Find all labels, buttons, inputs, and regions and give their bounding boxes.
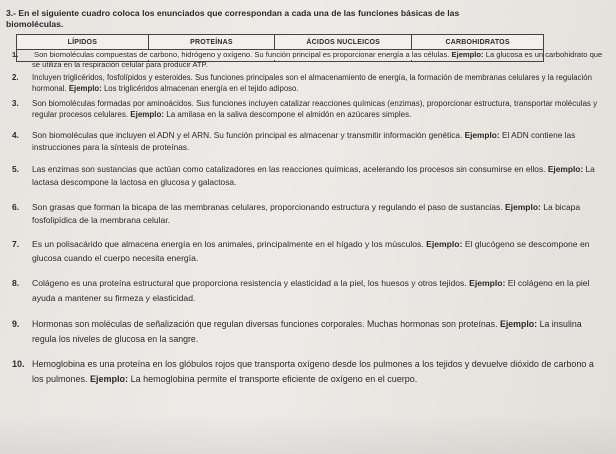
example-label: Ejemplo: (504, 202, 541, 212)
item-text: Son biomoléculas compuestas de carbono, hidrógeno y oxígeno. Su función principal es proporcionar energía a las células. (34, 50, 450, 59)
item-text: Hormonas son moléculas de señalización que regulan diversas funciones corporales. Muchas hormonas son proteínas. (32, 319, 498, 329)
example-label: Ejemplo: (90, 374, 129, 384)
item-number: 10. (12, 359, 25, 369)
list-item (6, 276, 604, 306)
example-text: El colágeno en la piel ayuda a mantener su firmeza y elasticidad. (32, 278, 590, 303)
list-item (6, 163, 604, 189)
example-text: El glucógeno se descompone en glucosa cuando el cuerpo necesita energía. (32, 239, 590, 263)
example-text: La lactasa descompone la lactosa en glucosa y galactosa. (32, 164, 595, 187)
example-label: Ejemplo: (469, 278, 506, 288)
item-number: 4. (12, 130, 19, 140)
item-text: Colágeno es una proteína estructural que proporciona resistencia y elasticidad a la piel, los huesos y otros tejidos. (32, 278, 467, 288)
column-proteinas: PROTEÍNAS (148, 35, 274, 50)
list-item (6, 357, 604, 387)
example-text: El ADN contiene las instrucciones para la síntesis de proteínas. (32, 130, 576, 152)
column-lipidos: LÍPIDOS (17, 35, 149, 50)
example-label: Ejemplo: (68, 84, 102, 93)
item-text: Son grasas que forman la bicapa de las membranas celulares, proporcionando estructura y regulando el paso de sustancias. (32, 202, 503, 212)
item-text: Son biomoléculas formadas por aminoácidos. Sus funciones incluyen catalizar reacciones químicas (enzimas), proporcionar estructura, transportar moléculas y regular procesos celulares. (32, 99, 598, 119)
list-item (6, 129, 604, 153)
list-item (6, 201, 604, 227)
table-header-row (17, 35, 544, 50)
statement-list (6, 50, 604, 387)
list-item (6, 50, 604, 70)
item-text: Las enzimas son sustancias que actúan como catalizadores en las reacciones químicas, acelerando los procesos sin consumirse en ellos. (32, 164, 546, 174)
column-carbohidratos: CARBOHIDRATOS (412, 35, 544, 50)
item-text: Incluyen triglicéridos, fosfolípidos y esteroides. Sus funciones principales son el almacenamiento de energía, la formación de membranas celulares y la regulación hormonal. (32, 73, 592, 93)
example-text: La amilasa en la saliva descompone el almidón en azúcares simples. (166, 110, 412, 119)
instructions-line-2: biomoléculas. (6, 19, 64, 29)
item-text: Es un polisacárido que almacena energía en los animales, principalmente en el hígado y los músculos. (32, 239, 424, 249)
example-label: Ejemplo: (499, 319, 538, 329)
item-number: 7. (12, 239, 20, 249)
instructions (6, 8, 604, 30)
item-number: 6. (12, 202, 20, 212)
example-text: La insulina regula los niveles de glucosa en la sangre. (32, 319, 582, 344)
list-item (6, 72, 604, 94)
example-label: Ejemplo: (464, 130, 500, 140)
item-number: 5. (12, 164, 19, 174)
example-text: La hemoglobina permite el transporte eficiente de oxígeno en el cuerpo. (130, 374, 418, 384)
example-label: Ejemplo: (547, 164, 584, 174)
list-item (6, 98, 604, 120)
example-label: Ejemplo: (130, 110, 165, 119)
item-number: 2. (12, 73, 19, 82)
instructions-line-1: 3.- En el siguiente cuadro coloca los enunciados que correspondan a cada una de las funciones básicas de las (6, 8, 460, 18)
list-item (6, 317, 604, 347)
example-label: Ejemplo: (451, 50, 484, 59)
item-number: 9. (12, 319, 20, 329)
item-text: Hemoglobina es una proteína en los glóbulos rojos que transporta oxígeno desde los pulmones a los tejidos y devuelve dióxido de carbono a los pulmones. (32, 359, 594, 384)
example-text: La glucosa es un carbohidrato que se utiliza en la respiración celular para producir ATP. (32, 50, 603, 69)
example-text: Los triglicéridos almacenan energía en el tejido adiposo. (103, 84, 299, 93)
page-shadow (0, 414, 616, 454)
item-text: Son biomoléculas que incluyen el ADN y el ARN. Su función principal es almacenar y transmitir información genética. (32, 130, 463, 140)
item-number: 3. (12, 99, 19, 108)
example-text: La bicapa fosfolipídica de la membrana celular. (32, 202, 581, 225)
item-number: 1. (12, 50, 19, 59)
item-number: 8. (12, 278, 20, 288)
column-acidos-nucleicos: ÁCIDOS NUCLEICOS (275, 35, 412, 50)
list-item (6, 237, 604, 265)
example-label: Ejemplo: (426, 239, 463, 249)
